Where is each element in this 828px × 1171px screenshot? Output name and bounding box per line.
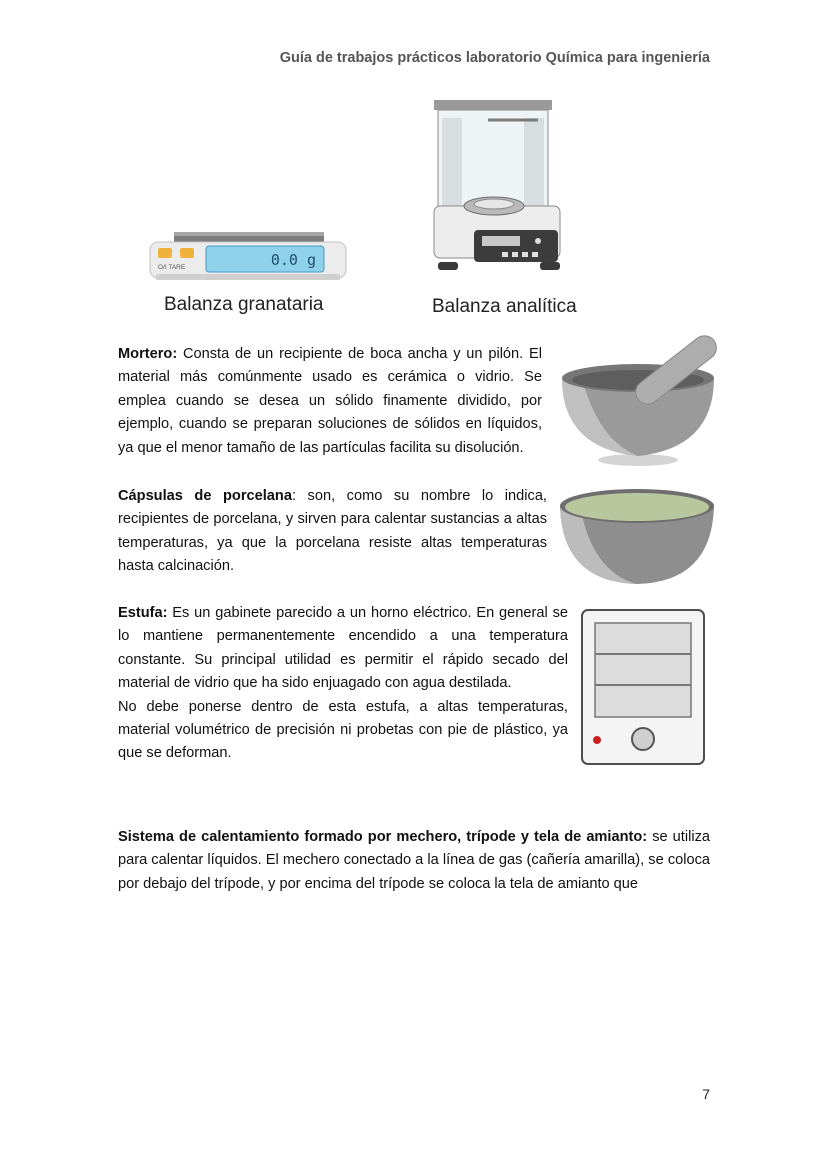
text-estufa-2: No debe ponerse dentro de esta estufa, a altas temperaturas, material volumétrico de precisión ni probetas con pie de plástico, ya que se deforman. xyxy=(118,698,568,762)
paragraph-estufa xyxy=(118,602,568,766)
term-mortero: Mortero: xyxy=(118,346,178,362)
caption-balanza-analitica: Balanza analítica xyxy=(432,296,577,317)
capsula-porcelana-illustration xyxy=(558,486,716,586)
balance-buttons-label: O/I TARE xyxy=(158,264,186,271)
mortero-illustration xyxy=(558,330,726,470)
paragraph-mortero xyxy=(118,343,542,460)
term-sistema: Sistema de calentamiento formado por mechero, trípode y tela de amianto: xyxy=(118,829,648,845)
text-estufa: Es un gabinete parecido a un horno eléctrico. En general se lo mantiene permanentemente encendido a una temperatura constante. Su principal utilidad es permitir el rápido secado del material de vidrio que ha sido enjuagado con agua destilada. xyxy=(118,605,568,692)
balanza-analitica-illustration xyxy=(428,98,576,276)
paragraph-sistema xyxy=(118,826,710,896)
text-capsulas: : son, como su nombre lo indica, recipientes de porcelana, y sirven para calentar sustancias a altas temperaturas, ya que la porcelana resiste altas temperaturas hasta calcinación. xyxy=(118,488,547,575)
paragraph-capsulas xyxy=(118,485,547,579)
balance-display: 0.0 g xyxy=(270,251,316,269)
term-estufa: Estufa: xyxy=(118,605,168,621)
term-capsulas: Cápsulas de porcelana xyxy=(118,488,292,504)
estufa-illustration xyxy=(581,609,705,765)
text-sistema: se utiliza para calentar líquidos. El mechero conectado a la línea de gas (cañería amarilla), se coloca por debajo del trípode, y por encima del trípode se coloca la tela de amianto que xyxy=(118,829,710,892)
caption-balanza-granataria: Balanza granataria xyxy=(164,294,324,315)
page-header: Guía de trabajos prácticos laboratorio Química para ingeniería xyxy=(279,50,710,66)
balanza-granataria-illustration xyxy=(148,228,348,284)
page-number: 7 xyxy=(702,1086,710,1102)
text-mortero: Consta de un recipiente de boca ancha y un pilón. El material más comúnmente usado es cerámica o vidrio. Se emplea cuando se desea un sólido finamente dividido, por ejemplo, cuando se preparan soluciones de sólidos en líquidos, ya que el menor tamaño de las partículas facilita su disolución. xyxy=(118,346,542,456)
